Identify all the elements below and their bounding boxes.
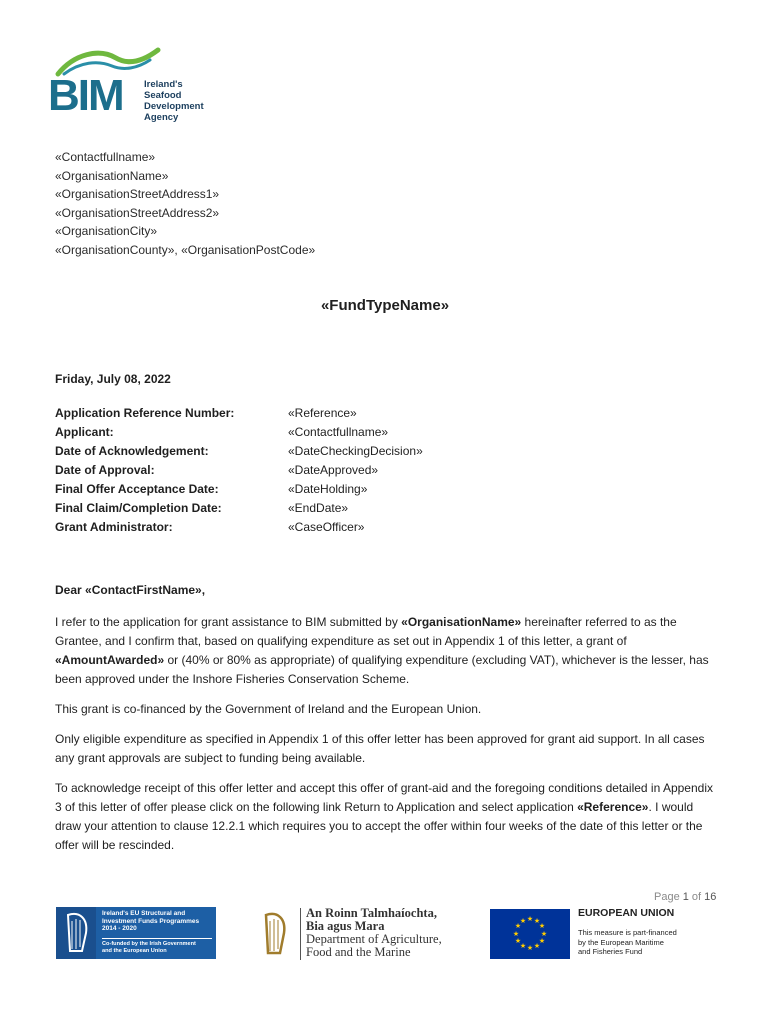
eu-structural-funds-logo xyxy=(56,907,216,959)
detail-value: «Reference» xyxy=(288,406,357,420)
svg-text:★: ★ xyxy=(512,930,520,938)
svg-text:★: ★ xyxy=(533,942,541,950)
divider xyxy=(102,938,212,939)
detail-label: Applicant: xyxy=(55,425,114,439)
detail-value: «DateApproved» xyxy=(288,463,379,477)
detail-label: Final Claim/Completion Date: xyxy=(55,501,222,515)
detail-value: «DateCheckingDecision» xyxy=(288,444,423,458)
department-agriculture-logo xyxy=(258,905,458,961)
detail-label: Final Offer Acceptance Date: xyxy=(55,482,219,496)
detail-row xyxy=(55,480,423,499)
detail-value: «DateHolding» xyxy=(288,482,368,496)
address-line: «OrganisationStreetAddress1» xyxy=(55,187,220,201)
detail-row xyxy=(55,423,423,442)
svg-text:★: ★ xyxy=(526,944,534,952)
detail-row xyxy=(55,442,423,461)
svg-text:★: ★ xyxy=(519,917,527,925)
bim-logo xyxy=(44,44,224,124)
eu-funds-subtitle: Co-funded by the Irish Government and the European Union xyxy=(102,941,196,954)
eu-flag-icon xyxy=(490,909,570,959)
logo-letters: BIM xyxy=(48,71,123,120)
svg-text:★: ★ xyxy=(533,917,541,925)
detail-value: «Contactfullname» xyxy=(288,425,389,439)
svg-text:★: ★ xyxy=(514,937,522,945)
svg-text:★: ★ xyxy=(514,922,522,930)
page-number: Page 1 of 16 xyxy=(654,891,717,903)
detail-row xyxy=(55,518,423,537)
body-paragraph: This grant is co-financed by the Government of Ireland and the European Union. xyxy=(55,702,482,716)
detail-row xyxy=(55,404,423,423)
eu-funds-title: Ireland's EU Structural and Investment Funds Programmes 2014 - 2020 xyxy=(102,910,200,933)
svg-text:★: ★ xyxy=(526,915,534,923)
body-paragraph: I refer to the application for grant assistance to BIM submitted by «OrganisationName» hereinafter referred to as the Grantee, and I confirm that, based on qualifying expenditure as set out in Appendix 1 of this letter, a grant of «AmountAwarded» or (40% or 80% as appropriate) of qualifying expenditure (excluding VAT), whichever is the lesser, has been approved under the Inshore Fisheries Conservation Scheme. xyxy=(55,615,709,686)
address-line: «OrganisationStreetAddress2» xyxy=(55,205,220,220)
organisation-name-field: «OrganisationName» xyxy=(401,615,522,629)
amount-awarded-field: «AmountAwarded» xyxy=(55,653,165,667)
body-paragraph: Only eligible expenditure as specified in Appendix 1 of this offer letter has been approved for grant aid support. In all cases any grant approvals are subject to funding being available. xyxy=(55,732,705,765)
eu-subtitle: This measure is part-financed by the European Maritime and Fisheries Fund xyxy=(578,928,677,956)
reference-field: «Reference» xyxy=(577,800,649,814)
detail-label: Grant Administrator: xyxy=(55,520,173,534)
svg-text:★: ★ xyxy=(540,930,548,938)
address-line: «OrganisationCity» xyxy=(55,224,158,238)
detail-row xyxy=(55,499,423,518)
application-details xyxy=(55,404,423,537)
svg-text:★: ★ xyxy=(519,942,527,950)
letter-date: Friday, July 08, 2022 xyxy=(55,372,171,386)
detail-label: Date of Acknowledgement: xyxy=(55,444,209,458)
detail-value: «EndDate» xyxy=(288,501,349,515)
detail-row xyxy=(55,461,423,480)
address-line: «OrganisationName» xyxy=(55,168,169,183)
letter-body xyxy=(55,613,720,866)
harp-icon xyxy=(56,907,96,959)
harp-icon xyxy=(258,909,290,957)
detail-value: «CaseOfficer» xyxy=(288,520,365,534)
divider xyxy=(300,908,301,960)
address-line: «OrganisationCounty», «OrganisationPostCode» xyxy=(55,242,316,257)
recipient-address xyxy=(55,148,315,259)
address-line: «Contactfullname» xyxy=(55,150,156,164)
salutation: Dear «ContactFirstName», xyxy=(55,583,206,597)
detail-label: Date of Approval: xyxy=(55,463,155,477)
body-paragraph: To acknowledge receipt of this offer letter and accept this offer of grant-aid and the foregoing conditions detailed in Appendix 3 of this letter of offer please click on the following link Return to Application and select application «Reference». I would draw your attention to clause 12.2.1 which requires you to accept the offer within four weeks of the date of this letter or the offer will be rescinded. xyxy=(55,781,713,852)
fund-type-title: «FundTypeName» xyxy=(320,297,450,314)
european-union-logo xyxy=(490,907,730,961)
detail-label: Application Reference Number: xyxy=(55,406,235,420)
svg-text:★: ★ xyxy=(538,937,546,945)
department-name: An Roinn Talmhaíochta, Bia agus Mara Department of Agriculture, Food and the Marine xyxy=(306,906,442,959)
svg-text:★: ★ xyxy=(538,922,546,930)
logo-tagline: Ireland's Seafood Development Agency xyxy=(144,79,204,123)
eu-title: EUROPEAN UNION xyxy=(578,907,675,919)
